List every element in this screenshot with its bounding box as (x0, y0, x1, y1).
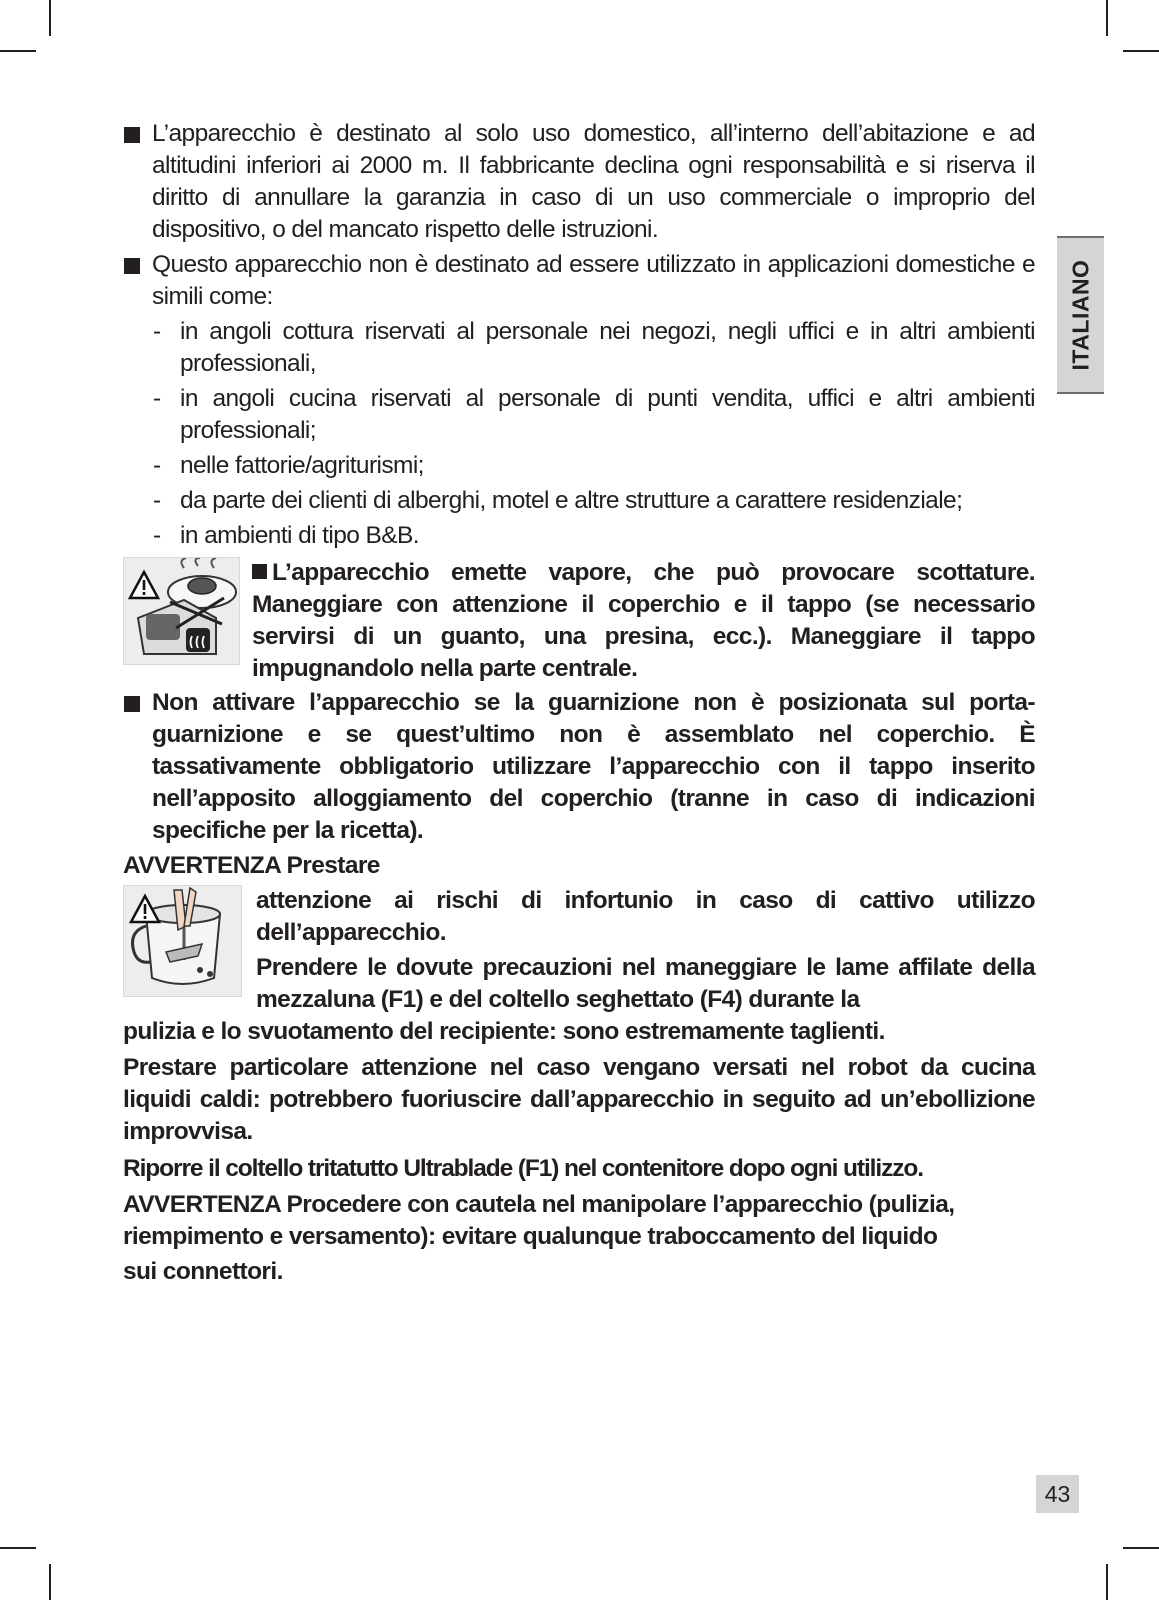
crop-mark (1106, 0, 1108, 36)
bullet-square-icon (124, 696, 140, 712)
steam-warning-text: L’apparecchio emette vapore, che può provocare scottature. Maneggiare con attenzione il coperchio e il tappo (se necessario servirsi di un guanto, una presina, ecc.). Maneggiare il tappo impugnandolo nella parte centrale. (252, 559, 1035, 682)
crop-mark (1106, 1564, 1108, 1600)
language-tab-label: ITALIANO (1067, 259, 1093, 371)
steam-lid-illustration (123, 557, 240, 665)
warning-paragraph-continued: pulizia e lo svuotamento del recipiente: sono estremamente taglienti. (123, 1018, 885, 1045)
crop-mark (0, 50, 36, 52)
sub-list-item: - in angoli cottura riservati al personale nei negozi, negli uffici e in altri ambienti professionali, (153, 318, 1035, 377)
sub-item-text: da parte dei clienti di alberghi, motel e altre strutture a carattere residenziale; (180, 487, 963, 514)
sub-item-text: nelle fattorie/agriturismi; (180, 452, 424, 479)
crop-mark (1123, 50, 1159, 52)
page-number: 43 (1036, 1475, 1079, 1513)
final-warning-line: riempimento e versamento): evitare qualunque traboccamento del liquido (123, 1223, 938, 1250)
warning-paragraph: attenzione ai rischi di infortunio in caso di cattivo utilizzo dell’apparecchio. (256, 887, 1035, 946)
language-tab (1057, 236, 1104, 394)
sub-list-item: - nelle fattorie/agriturismi; (153, 452, 424, 479)
page-content (123, 118, 1035, 1288)
blade-warning-block (123, 885, 1035, 1016)
final-warning-line: sui connettori. (123, 1258, 283, 1285)
ultrablade-note: Riporre il coltello tritatutto Ultrablade (F1) nel contenitore dopo ogni utilizzo. (123, 1155, 923, 1182)
sub-list-item: - da parte dei clienti di alberghi, motel e altre strutture a carattere residenziale; (153, 487, 963, 514)
crop-mark (0, 1547, 36, 1549)
sub-item-text: in angoli cucina riservati al personale di punti vendita, uffici e altri ambienti professionali; (180, 385, 1035, 444)
bullet-text: L’apparecchio è destinato al solo uso domestico, all’interno dell’abitazione e ad altitudini inferiori ai 2000 m. Il fabbricante declina ogni responsabilità e si riserva il diritto di annullare la garanzia in caso di un uso commerciale o improprio del dispositivo, o del mancato rispetto delle istruzioni. (152, 120, 1035, 243)
warning-paragraph: Prendere le dovute precauzioni nel maneggiare le lame affilate della mezzaluna (F1) e del coltello seghettato (F4) durante la (256, 954, 1035, 1013)
bullet-item (123, 687, 1035, 847)
gasket-warning-text: Non attivare l’apparecchio se la guarnizione non è posizionata sul porta-guarnizione e se quest’ultimo non è assemblato nel coperchio. È tassativamente obbligatorio utilizzare l’apparecchio con il tappo inserito nell’apposito alloggiamento del coperchio (tranne in caso di indicazioni specifiche per la ricetta). (152, 689, 1035, 844)
steam-warning-block (123, 557, 1035, 685)
blade-illustration (123, 885, 242, 997)
bullet-text: Questo apparecchio non è destinato ad essere utilizzato in applicazioni domestiche e simili come: (152, 251, 1035, 310)
hot-liquids-warning: Prestare particolare attenzione nel caso vengano versati nel robot da cucina liquidi caldi: potrebbero fuoriuscire dall’apparecchio in seguito ad un’ebollizione improvvisa. (123, 1054, 1035, 1145)
final-warning-line: AVVERTENZA Procedere con cautela nel manipolare l’apparecchio (pulizia, (123, 1191, 955, 1218)
crop-mark (49, 0, 51, 36)
sub-item-text: in angoli cottura riservati al personale nei negozi, negli uffici e in altri ambienti professionali, (180, 318, 1035, 377)
bullet-item (123, 118, 1035, 246)
crop-mark (49, 1564, 51, 1600)
crop-mark (1123, 1547, 1159, 1549)
sub-list-item: - in angoli cucina riservati al personale di punti vendita, uffici e altri ambienti professionali; (153, 385, 1035, 444)
bullet-square-icon (124, 258, 140, 274)
bullet-square-icon (124, 127, 140, 143)
warning-heading: AVVERTENZA Prestare (123, 852, 380, 879)
sub-list-item: - in ambienti di tipo B&B. (153, 522, 419, 549)
sub-item-text: in ambienti di tipo B&B. (180, 522, 419, 549)
bullet-item (123, 249, 1035, 313)
bullet-square-icon (252, 564, 267, 579)
